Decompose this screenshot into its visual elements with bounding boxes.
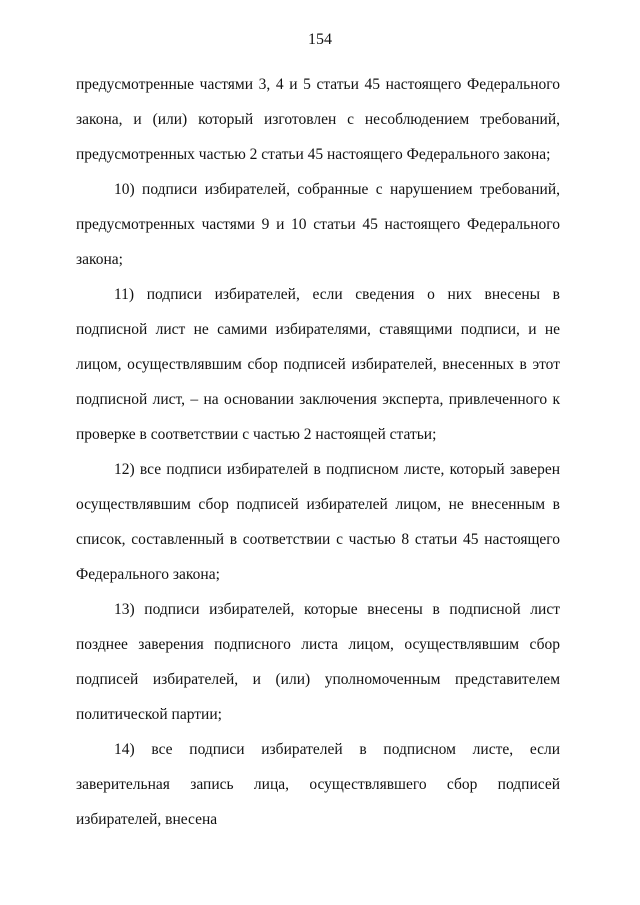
paragraph-item-11: 11) подписи избирателей, если сведения о них внесены в подписной лист не самими избирателями, ставящими подписи, и не лицом, осуществлявшим сбор подписей избирателей, внесенных в этот подписной лист, – на основании заключения эксперта, привлеченного к проверке в соответствии с частью 2 настоящей статьи;	[76, 286, 560, 443]
paragraph-item-10: 10) подписи избирателей, собранные с нарушением требований, предусмотренных частями 9 и 10 статьи 45 настоящего Федерального закона;	[76, 181, 560, 268]
document-body	[76, 67, 560, 837]
paragraph-item-12: 12) все подписи избирателей в подписном листе, который заверен осуществлявшим сбор подписей избирателей лицом, не внесенным в список, составленный в соответствии с частью 8 статьи 45 настоящего Федерального закона;	[76, 461, 560, 583]
page-number: 154	[308, 31, 332, 48]
paragraph-item-13: 13) подписи избирателей, которые внесены в подписной лист позднее заверения подписного листа лицом, осуществлявшим сбор подписей избирателей, и (или) уполномоченным представителем политической партии;	[76, 601, 560, 723]
paragraph-item-14: 14) все подписи избирателей в подписном листе, если заверительная запись лица, осуществлявшего сбор подписей избирателей, внесена	[76, 741, 560, 828]
paragraph-continuation: предусмотренные частями 3, 4 и 5 статьи 45 настоящего Федерального закона, и (или) который изготовлен с несоблюдением требований, предусмотренных частью 2 статьи 45 настоящего Федерального закона;	[76, 76, 560, 163]
